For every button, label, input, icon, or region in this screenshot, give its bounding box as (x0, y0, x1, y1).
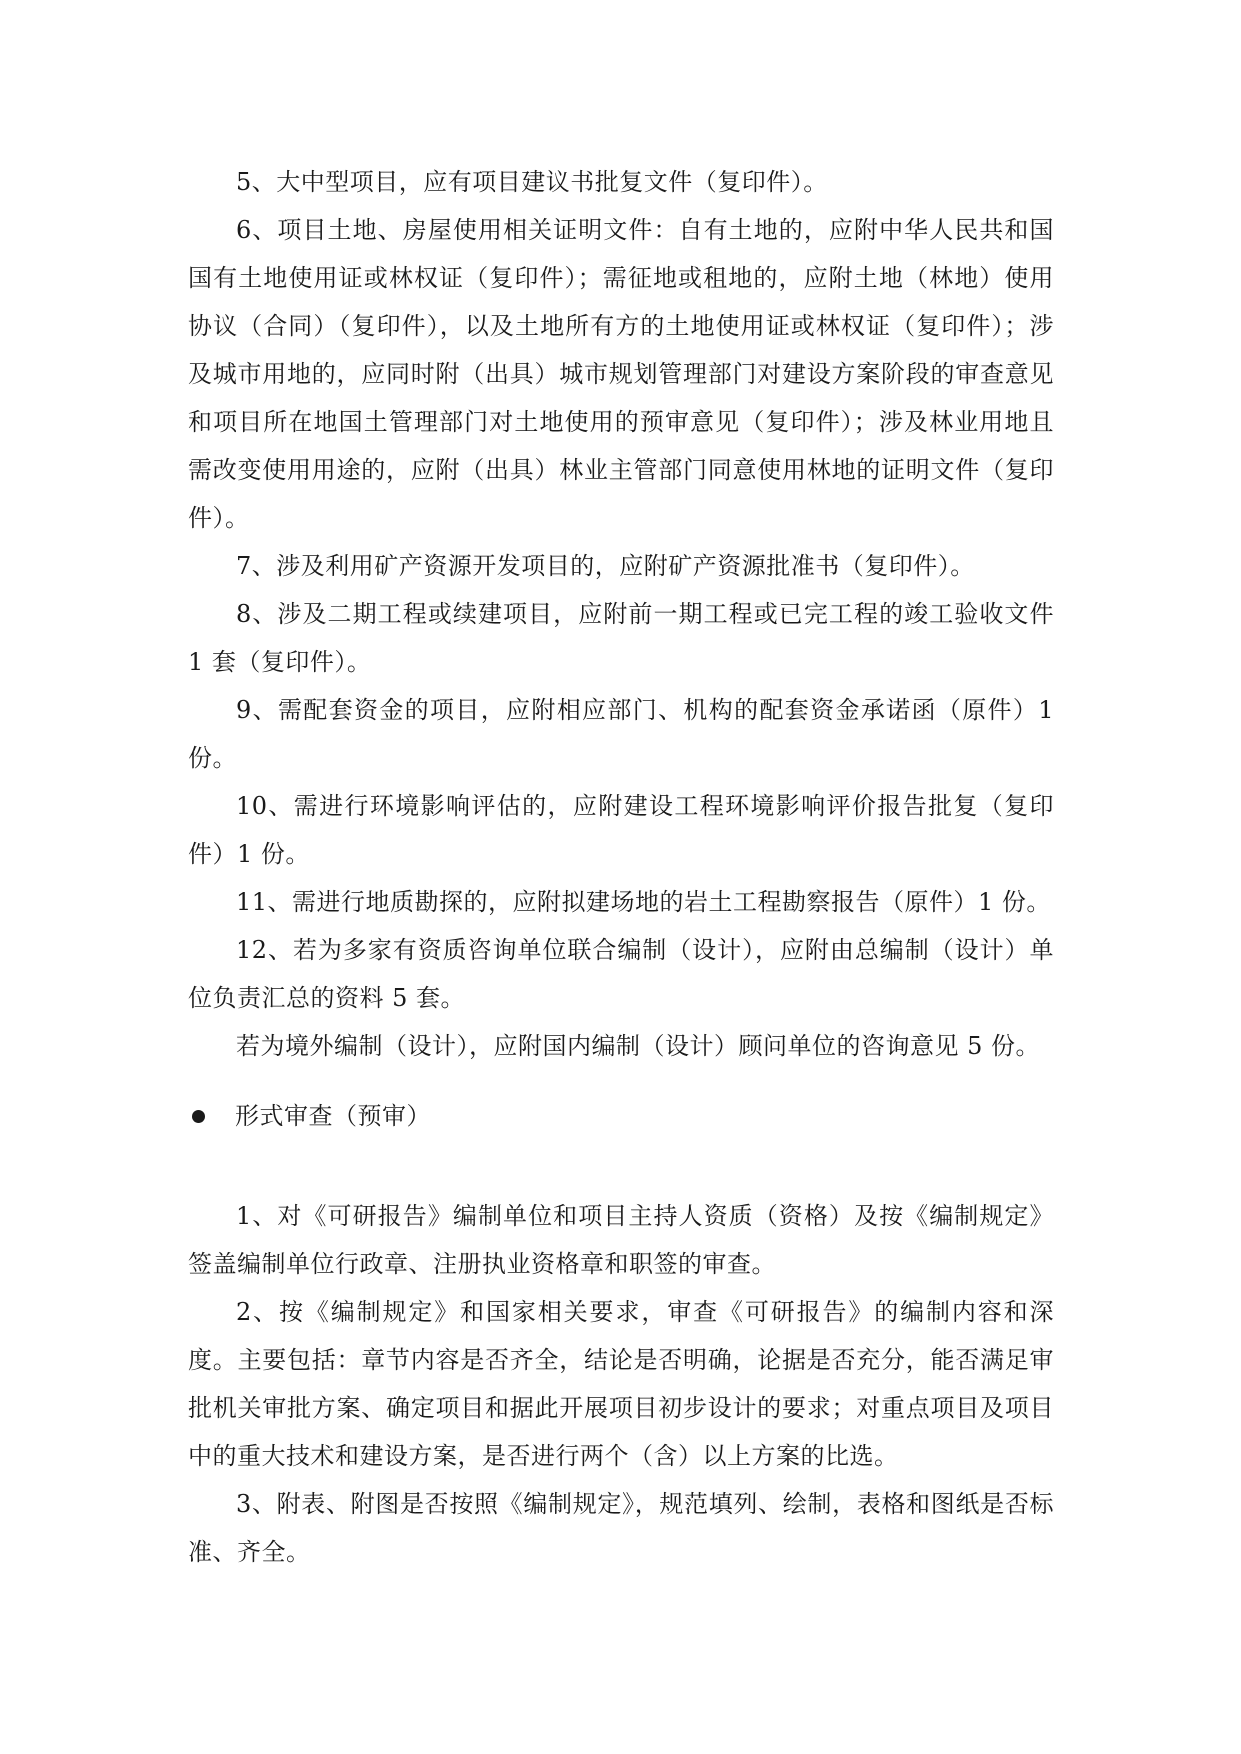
attachment-item-overseas: 若为境外编制（设计），应附国内编制（设计）顾问单位的咨询意见 5 份。 (236, 1032, 1041, 1060)
attachment-item-12: 12、若为多家有资质咨询单位联合编制（设计），应附由总编制（设计）单位负责汇总的资料 5 套。 (188, 936, 1054, 1012)
review-item-2: 2、按《编制规定》和国家相关要求，审查《可研报告》的编制内容和深度。主要包括：章节内容是否齐全，结论是否明确，论据是否充分，能否满足审批机关审批方案、确定项目和据此开展项目初步设计的要求；对重点项目及项目中的重大技术和建设方案，是否进行两个（含）以上方案的比选。 (188, 1298, 1054, 1470)
review-item-1: 1、对《可研报告》编制单位和项目主持人资质（资格）及按《编制规定》签盖编制单位行政章、注册执业资格章和职签的审查。 (188, 1202, 1054, 1278)
attachment-item-5: 5、大中型项目，应有项目建议书批复文件（复印件）。 (236, 168, 828, 196)
attachment-item-7: 7、涉及利用矿产资源开发项目的，应附矿产资源批准书（复印件）。 (236, 552, 975, 580)
attachment-item-11: 11、需进行地质勘探的，应附拟建场地的岩土工程勘察报告（原件）1 份。 (236, 888, 1051, 916)
attachment-item-10: 10、需进行环境影响评估的，应附建设工程环境影响评价报告批复（复印件）1 份。 (188, 792, 1054, 868)
attachment-item-6: 6、项目土地、房屋使用相关证明文件：自有土地的，应附中华人民共和国国有土地使用证或林权证（复印件）；需征地或租地的，应附土地（林地）使用协议（合同）（复印件），以及土地所有方的土地使用证或林权证（复印件）；涉及城市用地的，应同时附（出具）城市规划管理部门对建设方案阶段的审查意见和项目所在地国土管理部门对土地使用的预审意见（复印件）；涉及林业用地且需改变使用用途的，应附（出具）林业主管部门同意使用林地的证明文件（复印件）。 (188, 216, 1054, 532)
section-heading-text: 形式审查（预审） (235, 1102, 431, 1130)
review-item-3: 3、附表、附图是否按照《编制规定》，规范填列、绘制，表格和图纸是否标准、齐全。 (188, 1490, 1054, 1566)
bullet-icon (192, 1110, 205, 1123)
page-content (188, 158, 1054, 1576)
attachment-item-8: 8、涉及二期工程或续建项目，应附前一期工程或已完工程的竣工验收文件 1 套（复印件）。 (188, 600, 1054, 676)
attachment-item-9: 9、需配套资金的项目，应附相应部门、机构的配套资金承诺函（原件）1 份。 (188, 696, 1054, 772)
section-heading (188, 1092, 1054, 1140)
